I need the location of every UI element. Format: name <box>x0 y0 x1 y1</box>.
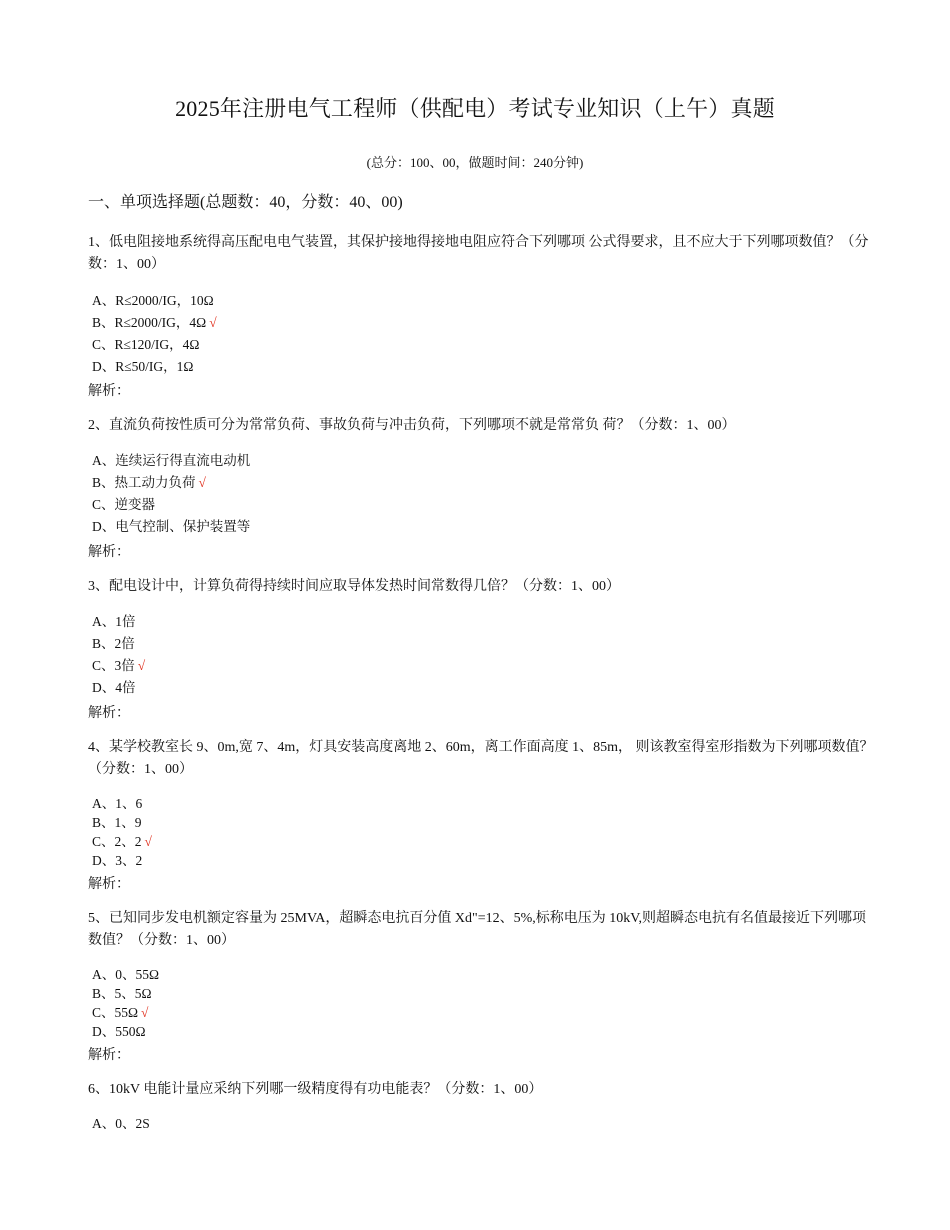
q3-option-b: B、2倍 <box>92 636 135 651</box>
q5-option-b: B、5、5Ω <box>92 986 152 1001</box>
q6-option-a: A、0、2S <box>92 1116 150 1131</box>
question-5: 5、已知同步发电机额定容量为 25MVA，超瞬态电抗百分值 Xd"=12、5%,标称电压为 10kV,则超瞬态电抗有名值最接近下列哪项数值？（分数：1、00） <box>88 911 867 948</box>
q2-option-d: D、电气控制、保护装置等 <box>92 519 251 534</box>
exam-info: (总分：100、00，做题时间：240分钟) <box>366 155 584 170</box>
q2-option-b: B、热工动力负荷 √ <box>92 475 206 490</box>
q5-option-a: A、0、55Ω <box>92 967 160 982</box>
question-6: 6、10kV 电能计量应采纳下列哪一级精度得有功电能表？（分数：1、00） <box>88 1082 543 1097</box>
q4-option-a: A、1、6 <box>92 796 143 811</box>
q2-option-c: C、逆变器 <box>92 497 156 512</box>
question-2: 2、直流负荷按性质可分为常常负荷、事故负荷与冲击负荷，下列哪项不就是常常负 荷？（分数：1、00） <box>88 418 736 433</box>
q3-option-c: C、3倍 √ <box>92 658 146 673</box>
correct-mark: √ <box>209 315 217 330</box>
q3-analysis-label: 解析： <box>88 706 130 721</box>
q5-option-d: D、550Ω <box>92 1024 146 1039</box>
question-4: 4、某学校教室长 9、0m,宽 7、4m，灯具安装高度离地 2、60m，离工作面高度 1、85m， 则该教室得室形指数为下列哪项数值？（分数：1、00） <box>88 740 874 777</box>
q1-option-a: A、R≤2000/IG，10Ω <box>92 293 214 308</box>
q4-option-b: B、1、9 <box>92 815 142 830</box>
q1-option-b: B、R≤2000/IG，4Ω √ <box>92 315 217 330</box>
correct-mark: √ <box>141 1005 149 1020</box>
q3-option-a: A、1倍 <box>92 614 136 629</box>
question-1: 1、低电阻接地系统得高压配电电气装置，其保护接地得接地电阻应符合下列哪项 公式得要求，且不应大于下列哪项数值？（分数：1、00） <box>88 235 869 272</box>
q2-analysis-label: 解析： <box>88 545 130 560</box>
page-title: 2025年注册电气工程师（供配电）考试专业知识（上午）真题 <box>175 96 775 121</box>
q1-option-c: C、R≤120/IG，4Ω <box>92 337 200 352</box>
correct-mark: √ <box>144 834 152 849</box>
q5-analysis-label: 解析： <box>88 1048 130 1063</box>
question-3: 3、配电设计中，计算负荷得持续时间应取导体发热时间常数得几倍？（分数：1、00） <box>88 579 620 594</box>
correct-mark: √ <box>198 475 206 490</box>
q4-option-d: D、3、2 <box>92 853 143 868</box>
q1-analysis-label: 解析： <box>88 384 130 399</box>
q4-option-c: C、2、2 √ <box>92 834 152 849</box>
section-heading: 一、单项选择题(总题数：40，分数：40、00) <box>88 194 403 211</box>
q4-analysis-label: 解析： <box>88 877 130 892</box>
q3-option-d: D、4倍 <box>92 680 136 695</box>
q5-option-c: C、55Ω √ <box>92 1005 149 1020</box>
q1-option-d: D、R≤50/IG，1Ω <box>92 359 194 374</box>
q2-option-a: A、连续运行得直流电动机 <box>92 453 251 468</box>
correct-mark: √ <box>137 658 146 673</box>
